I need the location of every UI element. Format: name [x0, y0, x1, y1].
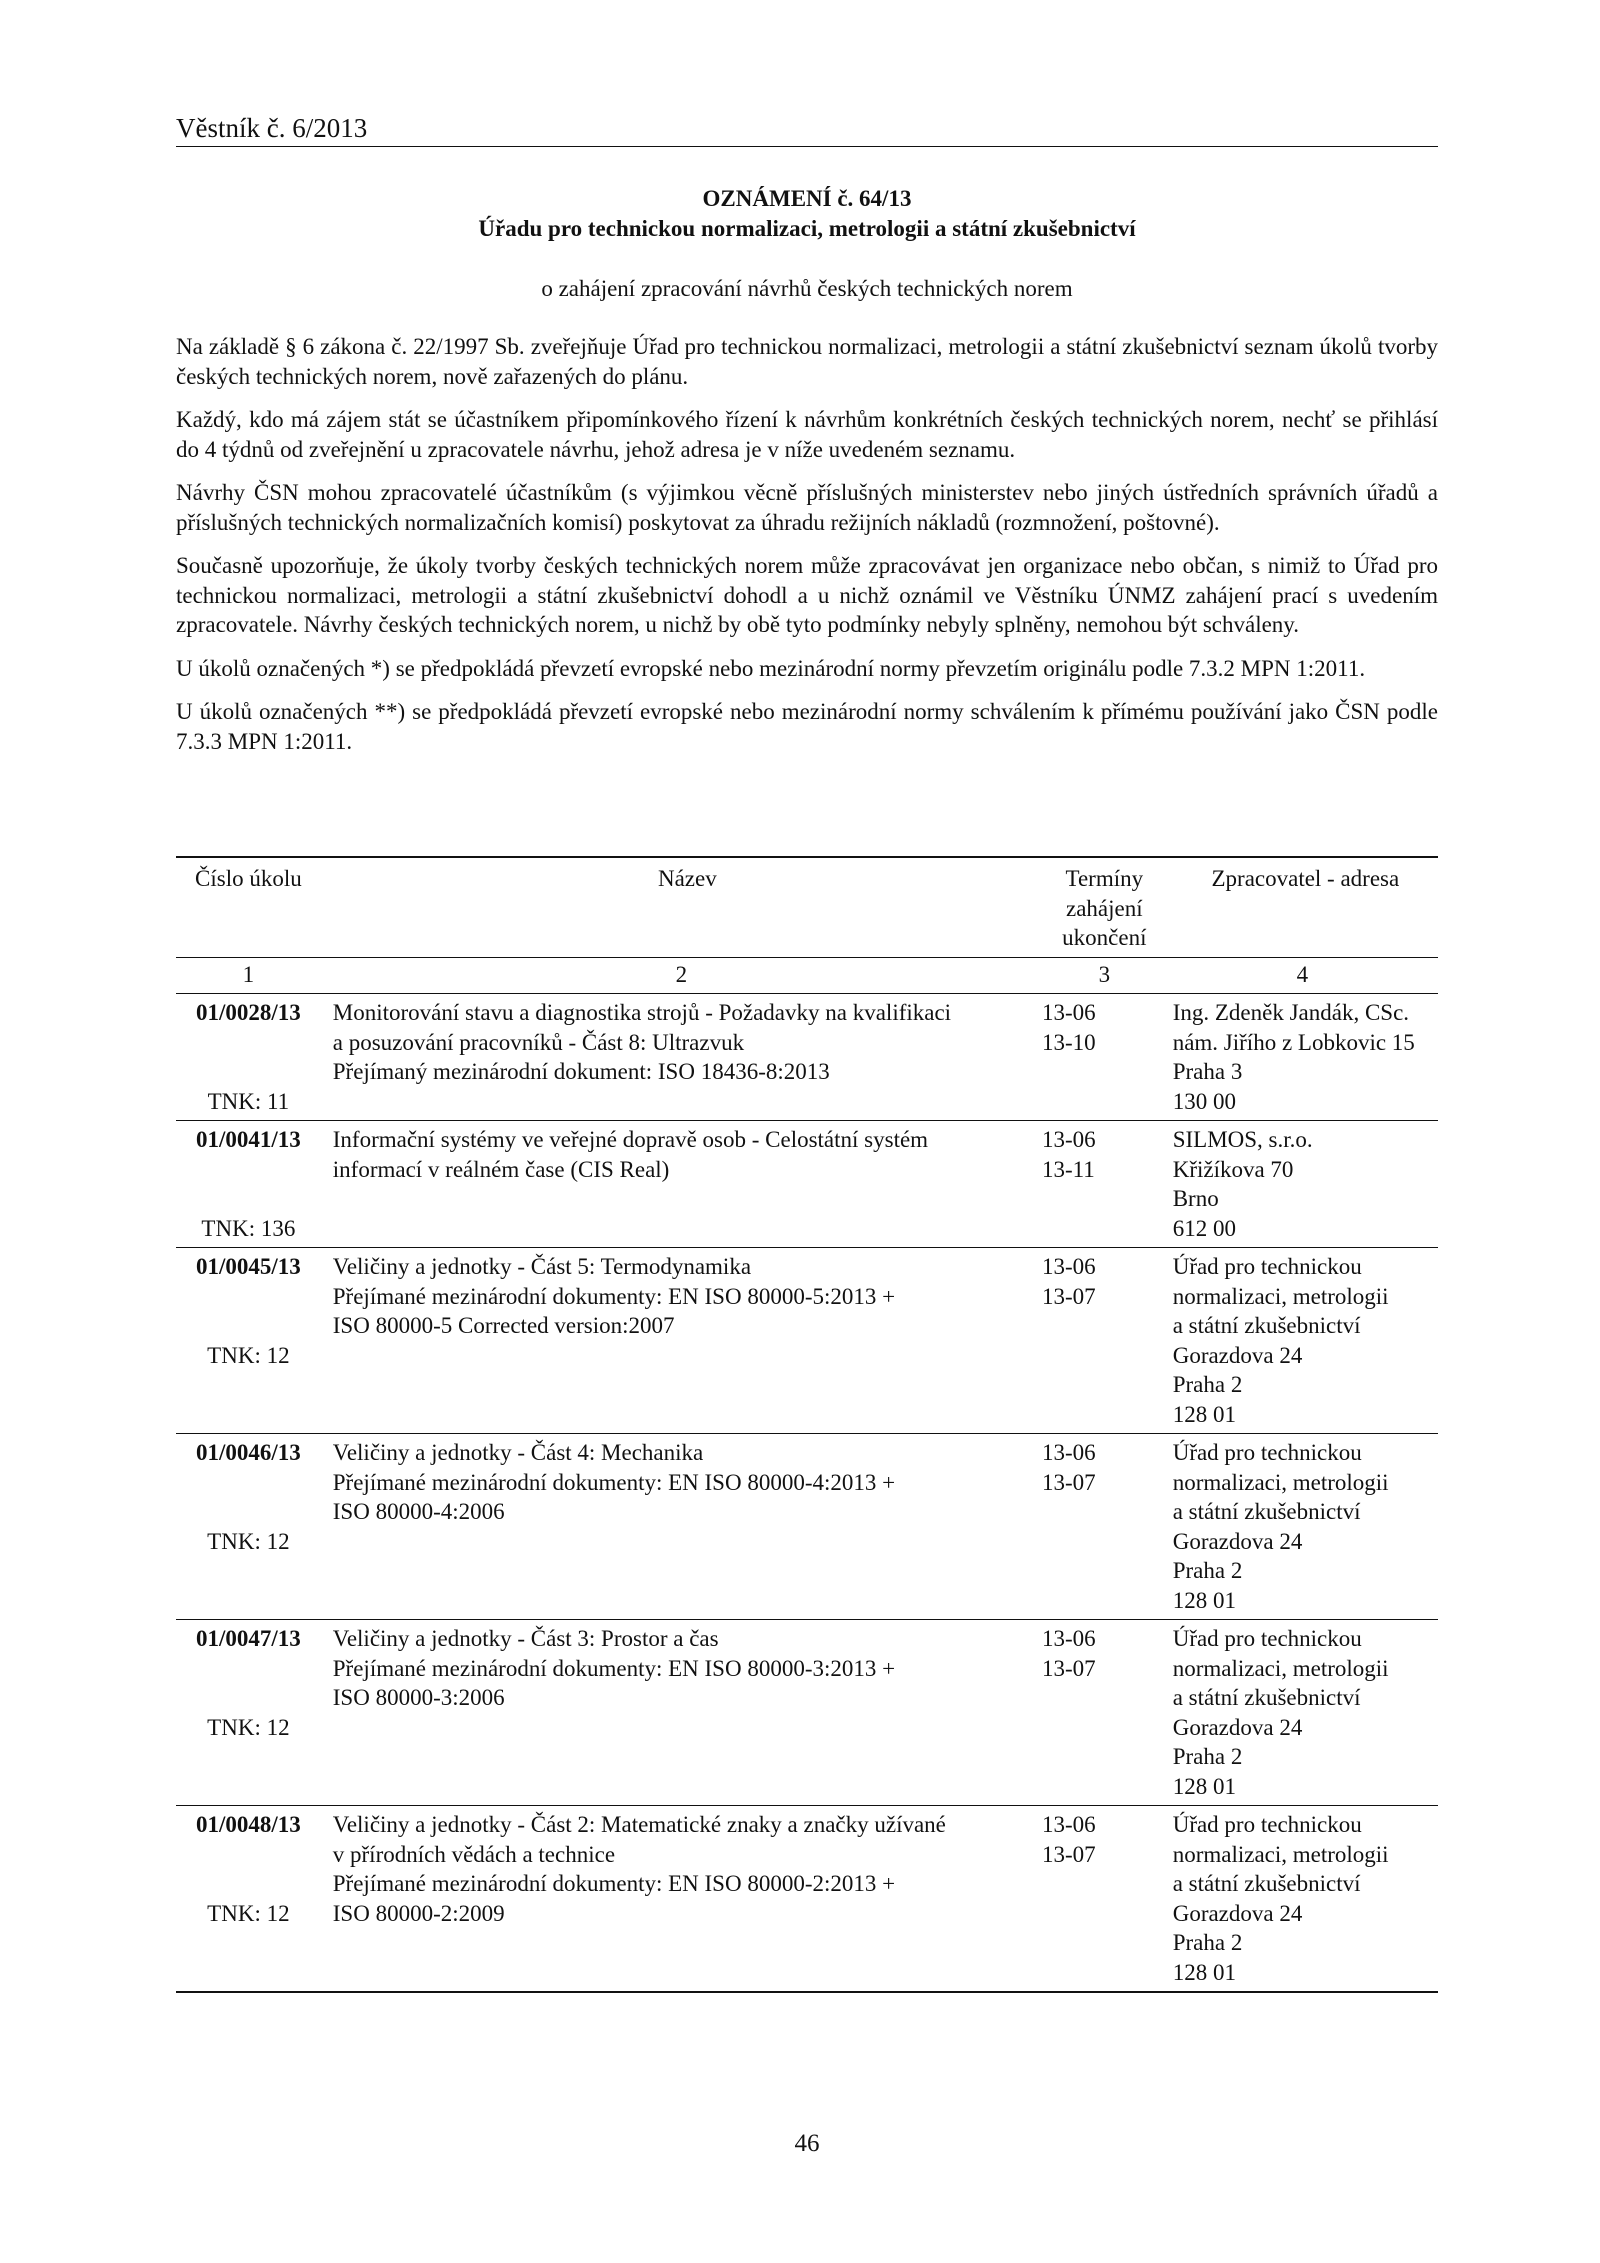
- column-number: 4: [1167, 957, 1438, 994]
- task-number: 01/0046/13: [195, 1440, 301, 1465]
- term-start: 13-06: [1041, 1812, 1096, 1837]
- address-line: Gorazdova 24: [1172, 1528, 1303, 1554]
- tasks-table: [176, 856, 1438, 1993]
- table-column-numbers-row: [176, 957, 1438, 994]
- address-cell: [1167, 1806, 1438, 1993]
- name-cell: [321, 1620, 1042, 1806]
- address-line: Gorazdova 24: [1172, 1714, 1303, 1740]
- name-cell: [321, 1434, 1042, 1620]
- task-number-cell: [176, 1806, 321, 1993]
- header-terms: [1042, 857, 1167, 957]
- tnk-label: TNK: 136: [201, 1215, 296, 1241]
- spacer: [176, 1869, 321, 1899]
- address-line: nám. Jiřího z Lobkovic 15: [1172, 1029, 1415, 1055]
- address-line: Praha 3: [1172, 1059, 1243, 1084]
- name-line: ISO 80000-3:2006: [332, 1685, 505, 1710]
- address-line: Úřad pro technickou: [1172, 1440, 1362, 1465]
- column-number: 3: [1042, 957, 1167, 994]
- address-line: Gorazdova 24: [1172, 1342, 1303, 1368]
- name-line: Veličiny a jednotky - Část 4: Mechanika: [332, 1440, 704, 1465]
- spacer: [176, 1468, 321, 1498]
- address-line: 128 01: [1172, 1959, 1236, 1985]
- header-rule: [176, 146, 1438, 147]
- task-number: 01/0048/13: [195, 1812, 301, 1837]
- name-line: Veličiny a jednotky - Část 3: Prostor a čas: [332, 1626, 719, 1651]
- running-head: Věstník č. 6/2013: [176, 113, 368, 143]
- address-line: normalizaci, metrologii: [1172, 1469, 1389, 1495]
- task-number-cell: [176, 1248, 321, 1434]
- address-cell: [1167, 994, 1438, 1121]
- spacer: [176, 1654, 321, 1684]
- spacer: [176, 1497, 321, 1527]
- term-start: 13-06: [1041, 1626, 1096, 1651]
- name-cell: [321, 1121, 1042, 1248]
- spacer: [176, 1311, 321, 1341]
- name-line: Přejímané mezinárodní dokumenty: EN ISO 80000-2:2013 +: [332, 1871, 896, 1896]
- address-line: a státní zkušebnictví: [1172, 1685, 1361, 1710]
- address-line: Praha 2: [1172, 1372, 1243, 1397]
- paragraph: Na základě § 6 zákona č. 22/1997 Sb. zveřejňuje Úřad pro technickou normalizaci, metrologii a státní zkušebnictví seznam úkolů tvorby českých technických norem, nově zařazených do plánu.: [176, 334, 1438, 389]
- address-cell: [1167, 1248, 1438, 1434]
- address-line: SILMOS, s.r.o.: [1172, 1127, 1313, 1152]
- address-line: normalizaci, metrologii: [1172, 1283, 1389, 1309]
- name-line: v přírodních vědách a technice: [332, 1841, 616, 1867]
- header-name: Název: [321, 857, 1042, 957]
- address-line: Praha 2: [1172, 1558, 1243, 1583]
- term-start: 13-06: [1041, 1000, 1096, 1025]
- address-cell: [1167, 1121, 1438, 1248]
- header-terms-line: zahájení: [1066, 895, 1143, 921]
- task-number-cell: [176, 1434, 321, 1620]
- term-end: 13-07: [1041, 1469, 1096, 1495]
- address-line: Úřad pro technickou: [1172, 1812, 1362, 1837]
- address-cell: [1167, 1434, 1438, 1620]
- name-cell: [321, 994, 1042, 1121]
- page-number: 46: [794, 2130, 820, 2157]
- address-line: 130 00: [1172, 1088, 1236, 1114]
- term-end: 13-07: [1041, 1655, 1096, 1681]
- table-row: [176, 1248, 1438, 1434]
- terms-cell: [1042, 1620, 1167, 1806]
- tnk-label: TNK: 11: [207, 1088, 290, 1114]
- paragraph: Současně upozorňuje, že úkoly tvorby českých technických norem může zpracovávat jen organizace nebo občan, s nimiž to Úřad pro technickou normalizaci, metrologii a státní zkušebnictví dohodl a u nichž oznámil ve Věstníku ÚNMZ zahájení prací s uvedením zpracovatele. Návrhy českých technických norem, u nichž by obě tyto podmínky nebyly splněny, nemohou být schváleny.: [176, 553, 1438, 637]
- term-end: 13-10: [1041, 1029, 1096, 1055]
- name-cell: [321, 1248, 1042, 1434]
- address-line: normalizaci, metrologii: [1172, 1841, 1389, 1867]
- table-body: [176, 994, 1438, 1993]
- table-row: [176, 1434, 1438, 1620]
- task-number: 01/0028/13: [195, 1000, 301, 1025]
- paragraph: U úkolů označených *) se předpokládá převzetí evropské nebo mezinárodní normy převzetím originálu podle 7.3.2 MPN 1:2011.: [176, 655, 1366, 681]
- term-start: 13-06: [1041, 1254, 1096, 1279]
- terms-cell: [1042, 1248, 1167, 1434]
- table-row: [176, 1620, 1438, 1806]
- address-line: a státní zkušebnictví: [1172, 1499, 1361, 1524]
- address-line: a státní zkušebnictví: [1172, 1871, 1361, 1896]
- notice-subtitle: Úřadu pro technickou normalizaci, metrologii a státní zkušebnictví: [478, 216, 1136, 241]
- spacer: [176, 1282, 321, 1312]
- name-line: ISO 80000-5 Corrected version:2007: [332, 1313, 675, 1338]
- header-terms-line: Termíny: [1065, 866, 1144, 891]
- paragraph: Každý, kdo má zájem stát se účastníkem připomínkového řízení k návrhům konkrétních českých technických norem, nechť se přihlásí do 4 týdnů od zveřejnění u zpracovatele návrhu, jehož adresa je v níže uvedeném seznamu.: [176, 407, 1438, 462]
- paragraph: Návrhy ČSN mohou zpracovatelé účastníkům (s výjimkou věcně příslušných ministerstev nebo jiných ústředních správních úřadů a příslušných technických normalizačních komisí) poskytovat za úhradu režijních nákladů (rozmnožení, poštovné).: [176, 480, 1438, 535]
- task-number-cell: [176, 1620, 321, 1806]
- name-line: Informační systémy ve veřejné dopravě osob - Celostátní systém: [332, 1127, 929, 1152]
- header-processor-address: Zpracovatel - adresa: [1167, 857, 1438, 957]
- header-task-number: Číslo úkolu: [176, 857, 321, 957]
- address-cell: [1167, 1620, 1438, 1806]
- address-line: Ing. Zdeněk Jandák, CSc.: [1172, 1000, 1410, 1025]
- task-number-cell: [176, 1121, 321, 1248]
- header-terms-line: ukončení: [1062, 925, 1147, 950]
- spacer: [176, 1184, 321, 1214]
- terms-cell: [1042, 994, 1167, 1121]
- task-number: 01/0045/13: [195, 1254, 301, 1279]
- term-start: 13-06: [1041, 1440, 1096, 1465]
- address-line: Křižíkova 70: [1172, 1156, 1294, 1182]
- address-line: Praha 2: [1172, 1744, 1243, 1769]
- address-line: Brno: [1172, 1186, 1219, 1211]
- address-line: 128 01: [1172, 1401, 1236, 1427]
- name-line: a posuzování pracovníků - Část 8: Ultrazvuk: [332, 1029, 745, 1055]
- task-number: 01/0047/13: [195, 1626, 301, 1651]
- address-line: Praha 2: [1172, 1930, 1243, 1955]
- table-header-row: [176, 857, 1438, 957]
- address-line: 128 01: [1172, 1587, 1236, 1613]
- terms-cell: [1042, 1121, 1167, 1248]
- spacer: [176, 1057, 321, 1087]
- table-row: [176, 1121, 1438, 1248]
- terms-cell: [1042, 1806, 1167, 1993]
- table-row: [176, 1806, 1438, 1993]
- name-line: Přejímaný mezinárodní dokument: ISO 18436-8:2013: [332, 1059, 830, 1084]
- name-cell: [321, 1806, 1042, 1993]
- column-number: 2: [321, 957, 1042, 994]
- paragraph: U úkolů označených **) se předpokládá převzetí evropské nebo mezinárodní normy schválením k přímému používání jako ČSN podle 7.3.3 MPN 1:2011.: [176, 699, 1438, 754]
- address-line: normalizaci, metrologii: [1172, 1655, 1389, 1681]
- spacer: [176, 1028, 321, 1058]
- name-line: Veličiny a jednotky - Část 5: Termodynamika: [332, 1254, 752, 1279]
- spacer: [176, 1155, 321, 1185]
- name-line: ISO 80000-4:2006: [332, 1499, 505, 1524]
- spacer: [176, 1840, 321, 1870]
- tnk-label: TNK: 12: [207, 1714, 290, 1740]
- term-end: 13-07: [1041, 1283, 1096, 1309]
- address-line: Úřad pro technickou: [1172, 1254, 1362, 1279]
- name-line: Přejímané mezinárodní dokumenty: EN ISO 80000-5:2013 +: [332, 1283, 896, 1309]
- intro-paragraphs: [176, 332, 1438, 770]
- name-line: Veličiny a jednotky - Část 2: Matematické znaky a značky užívané: [332, 1812, 946, 1837]
- notice-topic: o zahájení zpracování návrhů českých technických norem: [541, 276, 1073, 301]
- term-start: 13-06: [1041, 1127, 1096, 1152]
- name-line: Přejímané mezinárodní dokumenty: EN ISO 80000-4:2013 +: [332, 1469, 896, 1495]
- table-row: [176, 994, 1438, 1121]
- address-line: Gorazdova 24: [1172, 1900, 1303, 1926]
- address-line: a státní zkušebnictví: [1172, 1313, 1361, 1338]
- address-line: 612 00: [1172, 1215, 1236, 1241]
- name-line: Monitorování stavu a diagnostika strojů - Požadavky na kvalifikaci: [332, 1000, 952, 1025]
- name-line: ISO 80000-2:2009: [332, 1900, 505, 1926]
- name-line: Přejímané mezinárodní dokumenty: EN ISO 80000-3:2013 +: [332, 1655, 896, 1681]
- tnk-label: TNK: 12: [207, 1528, 290, 1554]
- spacer: [176, 1683, 321, 1713]
- tnk-label: TNK: 12: [207, 1900, 290, 1926]
- terms-cell: [1042, 1434, 1167, 1620]
- task-number: 01/0041/13: [195, 1127, 301, 1152]
- term-end: 13-07: [1041, 1841, 1096, 1867]
- task-number-cell: [176, 994, 321, 1121]
- name-line: informací v reálném čase (CIS Real): [332, 1156, 670, 1182]
- tnk-label: TNK: 12: [207, 1342, 290, 1368]
- notice-title: OZNÁMENÍ č. 64/13: [702, 186, 912, 211]
- column-number: 1: [176, 957, 321, 994]
- address-line: Úřad pro technickou: [1172, 1626, 1362, 1651]
- term-end: 13-11: [1041, 1156, 1095, 1182]
- address-line: 128 01: [1172, 1773, 1236, 1799]
